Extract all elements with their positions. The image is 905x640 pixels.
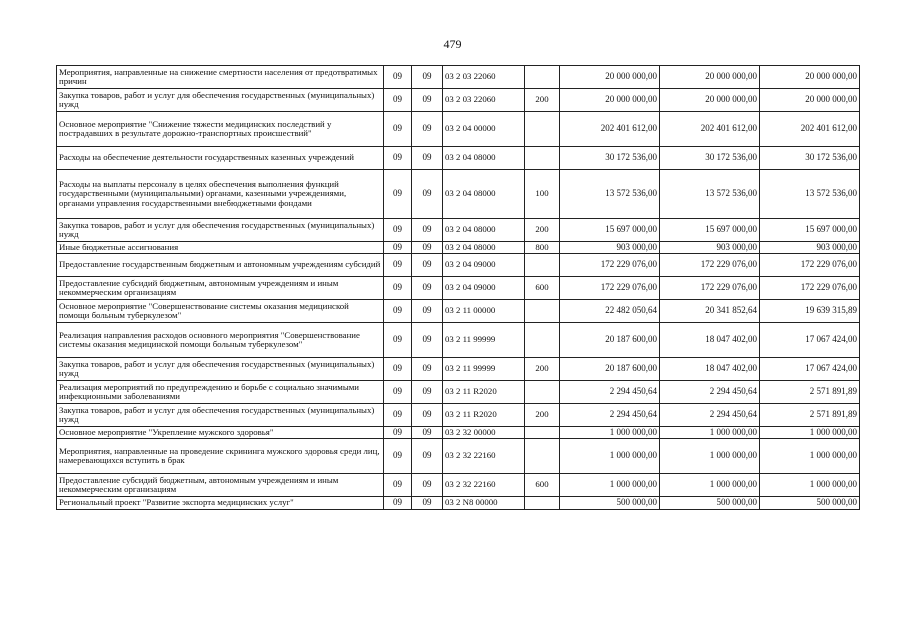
row-rz-cell: 09 [384,439,412,474]
row-vr-cell [525,497,560,510]
row-name-cell: Мероприятия, направленные на проведение скрининга мужского здоровья среди лиц, намеревающихся вступить в брак [57,439,384,474]
row-amount-2020-cell: 20 000 000,00 [560,89,660,112]
table-row [57,300,860,323]
row-vr-cell: 200 [525,358,560,381]
row-amount-2020-cell: 2 294 450,64 [560,381,660,404]
row-vr-cell: 200 [525,404,560,427]
row-vr-cell [525,66,560,89]
row-pr-cell: 09 [412,254,443,277]
row-amount-2020-cell: 20 187 600,00 [560,358,660,381]
row-amount-2020-cell: 500 000,00 [560,497,660,510]
table-row [57,89,860,112]
row-vr-cell [525,381,560,404]
row-pr-cell: 09 [412,381,443,404]
row-amount-2020-cell: 20 187 600,00 [560,323,660,358]
row-csr-cell: 03 2 04 08000 [443,219,525,242]
row-amount-2022-cell: 172 229 076,00 [760,254,860,277]
row-name-cell: Реализация мероприятий по предупреждению и борьбе с социально значимыми инфекционными заболеваниями [57,381,384,404]
table-row [57,277,860,300]
row-amount-2022-cell: 172 229 076,00 [760,277,860,300]
table-row [57,170,860,219]
row-amount-2021-cell: 30 172 536,00 [660,147,760,170]
row-vr-cell: 200 [525,219,560,242]
row-amount-2022-cell: 20 000 000,00 [760,89,860,112]
row-amount-2020-cell: 30 172 536,00 [560,147,660,170]
row-name-cell: Предоставление субсидий бюджетным, автономным учреждениям и иным некоммерческим организациям [57,474,384,497]
row-csr-cell: 03 2 04 00000 [443,112,525,147]
row-name-cell: Региональный проект "Развитие экспорта медицинских услуг" [57,497,384,510]
row-vr-cell: 600 [525,277,560,300]
row-amount-2021-cell: 20 000 000,00 [660,89,760,112]
row-csr-cell: 03 2 32 22160 [443,439,525,474]
row-vr-cell [525,427,560,439]
row-amount-2020-cell: 15 697 000,00 [560,219,660,242]
row-amount-2022-cell: 30 172 536,00 [760,147,860,170]
row-amount-2020-cell: 22 482 050,64 [560,300,660,323]
row-amount-2022-cell: 2 571 891,89 [760,381,860,404]
budget-table-body [57,66,860,510]
row-amount-2021-cell: 1 000 000,00 [660,439,760,474]
row-pr-cell: 09 [412,439,443,474]
row-amount-2020-cell: 20 000 000,00 [560,66,660,89]
row-vr-cell [525,254,560,277]
table-row [57,219,860,242]
table-row [57,474,860,497]
row-amount-2022-cell: 202 401 612,00 [760,112,860,147]
row-amount-2020-cell: 172 229 076,00 [560,254,660,277]
table-row [57,381,860,404]
row-rz-cell: 09 [384,170,412,219]
row-amount-2020-cell: 1 000 000,00 [560,474,660,497]
row-amount-2020-cell: 903 000,00 [560,242,660,254]
row-name-cell: Закупка товаров, работ и услуг для обеспечения государственных (муниципальных) нужд [57,89,384,112]
row-pr-cell: 09 [412,427,443,439]
row-pr-cell: 09 [412,66,443,89]
row-name-cell: Расходы на обеспечение деятельности государственных казенных учреждений [57,147,384,170]
row-csr-cell: 03 2 11 R2020 [443,381,525,404]
row-amount-2021-cell: 18 047 402,00 [660,358,760,381]
row-pr-cell: 09 [412,277,443,300]
row-amount-2022-cell: 1 000 000,00 [760,474,860,497]
row-amount-2022-cell: 17 067 424,00 [760,358,860,381]
budget-table [56,65,860,510]
row-pr-cell: 09 [412,358,443,381]
row-name-cell: Основное мероприятие "Укрепление мужского здоровья" [57,427,384,439]
row-amount-2021-cell: 172 229 076,00 [660,254,760,277]
row-amount-2022-cell: 19 639 315,89 [760,300,860,323]
row-vr-cell [525,112,560,147]
row-rz-cell: 09 [384,404,412,427]
row-name-cell: Предоставление государственным бюджетным и автономным учреждениям субсидий [57,254,384,277]
row-amount-2022-cell: 500 000,00 [760,497,860,510]
row-rz-cell: 09 [384,254,412,277]
row-rz-cell: 09 [384,497,412,510]
row-amount-2021-cell: 2 294 450,64 [660,381,760,404]
row-rz-cell: 09 [384,474,412,497]
row-amount-2022-cell: 2 571 891,89 [760,404,860,427]
row-csr-cell: 03 2 N8 00000 [443,497,525,510]
row-rz-cell: 09 [384,300,412,323]
row-pr-cell: 09 [412,300,443,323]
row-pr-cell: 09 [412,497,443,510]
row-amount-2021-cell: 172 229 076,00 [660,277,760,300]
row-rz-cell: 09 [384,358,412,381]
row-amount-2020-cell: 1 000 000,00 [560,439,660,474]
row-amount-2021-cell: 1 000 000,00 [660,474,760,497]
row-pr-cell: 09 [412,242,443,254]
row-name-cell: Закупка товаров, работ и услуг для обеспечения государственных (муниципальных) нужд [57,358,384,381]
row-amount-2021-cell: 18 047 402,00 [660,323,760,358]
row-amount-2022-cell: 1 000 000,00 [760,439,860,474]
table-row [57,323,860,358]
row-amount-2020-cell: 1 000 000,00 [560,427,660,439]
row-amount-2020-cell: 172 229 076,00 [560,277,660,300]
row-vr-cell [525,439,560,474]
row-name-cell: Реализация направления расходов основного мероприятия "Совершенствование системы оказания медицинской помощи больным туберкулезом" [57,323,384,358]
row-pr-cell: 09 [412,219,443,242]
row-pr-cell: 09 [412,112,443,147]
row-rz-cell: 09 [384,147,412,170]
row-amount-2022-cell: 20 000 000,00 [760,66,860,89]
row-pr-cell: 09 [412,404,443,427]
row-csr-cell: 03 2 11 99999 [443,358,525,381]
row-amount-2021-cell: 500 000,00 [660,497,760,510]
page-number: 479 [443,37,462,51]
table-row [57,358,860,381]
row-vr-cell: 600 [525,474,560,497]
row-csr-cell: 03 2 04 08000 [443,170,525,219]
row-csr-cell: 03 2 04 09000 [443,277,525,300]
row-csr-cell: 03 2 03 22060 [443,89,525,112]
row-csr-cell: 03 2 11 99999 [443,323,525,358]
row-csr-cell: 03 2 03 22060 [443,66,525,89]
row-amount-2022-cell: 17 067 424,00 [760,323,860,358]
row-csr-cell: 03 2 32 00000 [443,427,525,439]
row-csr-cell: 03 2 11 00000 [443,300,525,323]
row-rz-cell: 09 [384,242,412,254]
row-amount-2021-cell: 1 000 000,00 [660,427,760,439]
row-name-cell: Основное мероприятие "Совершенствование системы оказания медицинской помощи больным туберкулезом" [57,300,384,323]
row-name-cell: Мероприятия, направленные на снижение смертности населения от предотвратимых причин [57,66,384,89]
row-vr-cell [525,323,560,358]
row-vr-cell: 800 [525,242,560,254]
row-amount-2022-cell: 1 000 000,00 [760,427,860,439]
row-amount-2020-cell: 2 294 450,64 [560,404,660,427]
row-vr-cell: 200 [525,89,560,112]
row-rz-cell: 09 [384,89,412,112]
row-vr-cell [525,300,560,323]
table-row [57,427,860,439]
row-csr-cell: 03 2 04 09000 [443,254,525,277]
row-amount-2021-cell: 20 341 852,64 [660,300,760,323]
row-amount-2021-cell: 20 000 000,00 [660,66,760,89]
row-pr-cell: 09 [412,323,443,358]
row-amount-2021-cell: 202 401 612,00 [660,112,760,147]
row-rz-cell: 09 [384,381,412,404]
row-csr-cell: 03 2 04 08000 [443,242,525,254]
row-pr-cell: 09 [412,474,443,497]
row-amount-2022-cell: 903 000,00 [760,242,860,254]
row-amount-2022-cell: 15 697 000,00 [760,219,860,242]
row-csr-cell: 03 2 32 22160 [443,474,525,497]
row-name-cell: Закупка товаров, работ и услуг для обеспечения государственных (муниципальных) нужд [57,219,384,242]
row-name-cell: Основное мероприятие "Снижение тяжести медицинских последствий у пострадавших в результате дорожно-транспортных происшествий" [57,112,384,147]
row-rz-cell: 09 [384,112,412,147]
row-amount-2021-cell: 2 294 450,64 [660,404,760,427]
row-pr-cell: 09 [412,170,443,219]
table-row [57,497,860,510]
row-rz-cell: 09 [384,219,412,242]
row-pr-cell: 09 [412,147,443,170]
row-amount-2021-cell: 15 697 000,00 [660,219,760,242]
row-name-cell: Иные бюджетные ассигнования [57,242,384,254]
row-rz-cell: 09 [384,277,412,300]
row-amount-2021-cell: 903 000,00 [660,242,760,254]
row-name-cell: Расходы на выплаты персоналу в целях обеспечения выполнения функций государственными (муниципальными) органами, казенными учреждениями, органами управления государственными внебюджетными фондами [57,170,384,219]
table-row [57,439,860,474]
row-amount-2021-cell: 13 572 536,00 [660,170,760,219]
row-amount-2022-cell: 13 572 536,00 [760,170,860,219]
row-amount-2020-cell: 13 572 536,00 [560,170,660,219]
row-amount-2020-cell: 202 401 612,00 [560,112,660,147]
row-vr-cell: 100 [525,170,560,219]
row-rz-cell: 09 [384,323,412,358]
row-pr-cell: 09 [412,89,443,112]
row-name-cell: Закупка товаров, работ и услуг для обеспечения государственных (муниципальных) нужд [57,404,384,427]
table-row [57,242,860,254]
table-row [57,147,860,170]
row-csr-cell: 03 2 11 R2020 [443,404,525,427]
row-rz-cell: 09 [384,427,412,439]
row-vr-cell [525,147,560,170]
table-row [57,112,860,147]
row-csr-cell: 03 2 04 08000 [443,147,525,170]
row-rz-cell: 09 [384,66,412,89]
table-row [57,66,860,89]
table-row [57,254,860,277]
row-name-cell: Предоставление субсидий бюджетным, автономным учреждениям и иным некоммерческим организациям [57,277,384,300]
table-row [57,404,860,427]
